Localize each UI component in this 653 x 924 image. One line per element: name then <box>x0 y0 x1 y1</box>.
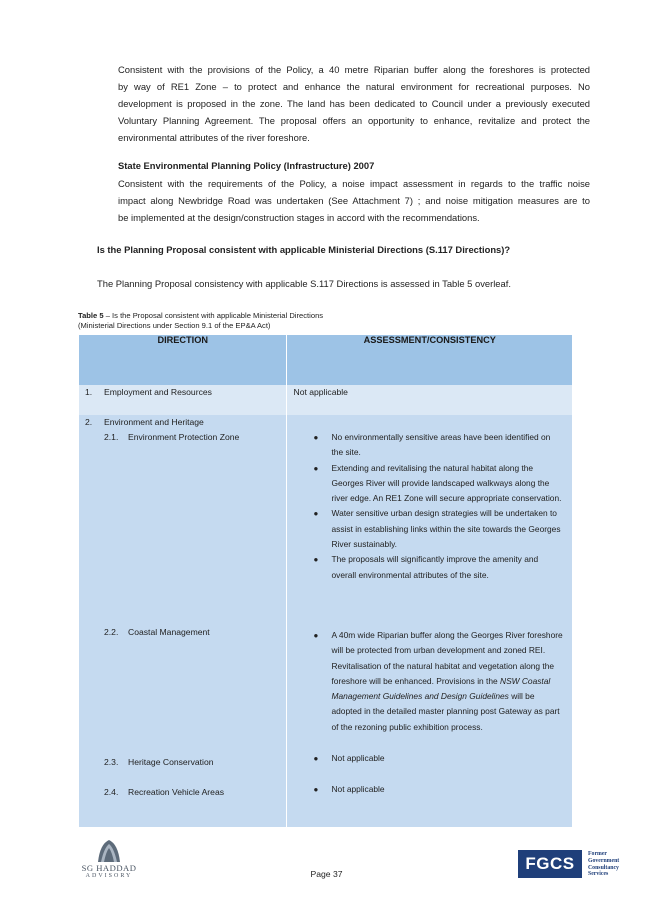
page-number: Page 37 <box>310 869 343 879</box>
intro-line: Consistent with the provisions of the Policy, a 40 metre Riparian buffer along the foreshores is protected <box>118 64 590 75</box>
caption-text: – Is the Proposal consistent with applicable Ministerial Directions <box>103 311 324 320</box>
directions-table <box>79 335 572 827</box>
table-row <box>79 415 572 827</box>
guidelines-title: NSW Coastal Management Guidelines and Design Guidelines <box>331 675 551 702</box>
direction-label: Employment and Resources <box>104 387 212 397</box>
list-item: ● A 40m wide Riparian buffer along the Georges River foreshore will be protected from urban development and zoned REI. Revitalisation of the natural habitat and vegetation along the foreshore will be enhanced. Provisions in the NSW Coastal Management Guidelines and Design Guidelines will be adopted in the detailed master planning post Gateway as part of the rezoning public exhibition process. <box>313 630 563 732</box>
intro-line: Voluntary Planning Agreement. The proposal offers an opportunity to enhance, revitalize and protect the <box>118 115 590 126</box>
bullet-icon: ● <box>313 463 319 473</box>
assessment-text: Not applicable <box>293 387 348 397</box>
sub-number: 2.1. <box>104 432 119 442</box>
heritage-bullets <box>313 751 563 766</box>
list-item: ● Water sensitive urban design strategies will be undertaken to assist in establishing links within the site towards the Georges River sustainably. <box>313 508 561 550</box>
sg-haddad-sub: ADVISORY <box>85 873 133 879</box>
row-number: 1. <box>85 387 93 397</box>
coastal-management-bullets <box>313 628 563 735</box>
sub-number: 2.2. <box>104 627 119 637</box>
table-caption <box>78 311 323 321</box>
intro-line: by way of RE1 Zone – to protect and enhance the natural environment for recreational purposes. No <box>118 81 590 92</box>
bullet-icon: ● <box>313 785 319 794</box>
direction-label: Environment and Heritage <box>104 417 204 427</box>
sub-number: 2.3. <box>104 757 119 767</box>
sub-label-coastal-management: Coastal Management <box>128 627 210 637</box>
bullet-icon: ● <box>313 509 319 519</box>
seppi-line: impact along Newbridge Road was undertaken (See Attachment 7) ; and noise mitigation measures are to <box>118 195 590 206</box>
caption-label: Table 5 <box>78 311 104 320</box>
bullet-icon: ● <box>313 631 319 640</box>
seppi-heading: State Environmental Planning Policy (Infrastructure) 2007 <box>118 160 375 171</box>
sub-number: 2.4. <box>104 787 119 797</box>
seppi-line: Consistent with the requirements of the Policy, a noise impact assessment in regards to the traffic noise <box>118 178 590 189</box>
header-assessment: ASSESSMENT/CONSISTENCY <box>287 335 572 385</box>
s117-question: Is the Planning Proposal consistent with applicable Ministerial Directions (S.117 Directions)? <box>97 244 511 255</box>
list-item: ● The proposals will significantly improve the amenity and overall environmental attributes of the site. <box>313 554 539 580</box>
intro-line: environmental attributes of the river foreshore. <box>118 132 310 143</box>
seppi-line: be implemented at the design/construction stages in accord with the recommendations. <box>118 212 480 223</box>
table-header-row <box>79 335 572 385</box>
list-item: ● Extending and revitalising the natural habitat along the Georges River will provide landscaped walkways along the river edge. An RE1 Zone will secure appropriate conservation. <box>313 462 562 504</box>
bullet-icon: ● <box>313 433 319 442</box>
list-item: ● Not applicable <box>331 782 563 797</box>
sub-label-heritage-conservation: Heritage Conservation <box>128 757 214 767</box>
sub-label-environment-protection: Environment Protection Zone <box>128 432 240 442</box>
bullet-icon: ● <box>313 754 319 763</box>
table-row <box>79 385 572 415</box>
sub-label-recreation-vehicle-areas: Recreation Vehicle Areas <box>128 787 225 797</box>
row-number: 2. <box>85 417 93 427</box>
fgcs-wordmark: FGCS <box>518 850 582 878</box>
table-caption-sub: (Ministerial Directions under Section 9.1 of the EP&A Act) <box>78 321 271 330</box>
header-direction: DIRECTION <box>79 335 287 385</box>
list-item: ● No environmentally sensitive areas have been identified on the site. <box>313 432 551 458</box>
recreation-vehicle-bullets <box>313 782 563 797</box>
list-item: ● Not applicable <box>331 751 563 766</box>
sg-haddad-name: SG HADDAD <box>81 863 137 873</box>
fgcs-tagline: Former Government Consultancy Services <box>588 851 620 878</box>
bullet-icon: ● <box>313 555 319 565</box>
environment-protection-bullets <box>313 430 563 583</box>
consistency-sentence: The Planning Proposal consistency with applicable S.117 Directions is assessed in Table 5 overleaf. <box>97 278 511 289</box>
intro-line: development is proposed in the zone. The land has been dedicated to Council under a previously executed <box>118 98 590 109</box>
sg-haddad-emblem-icon <box>78 838 140 864</box>
